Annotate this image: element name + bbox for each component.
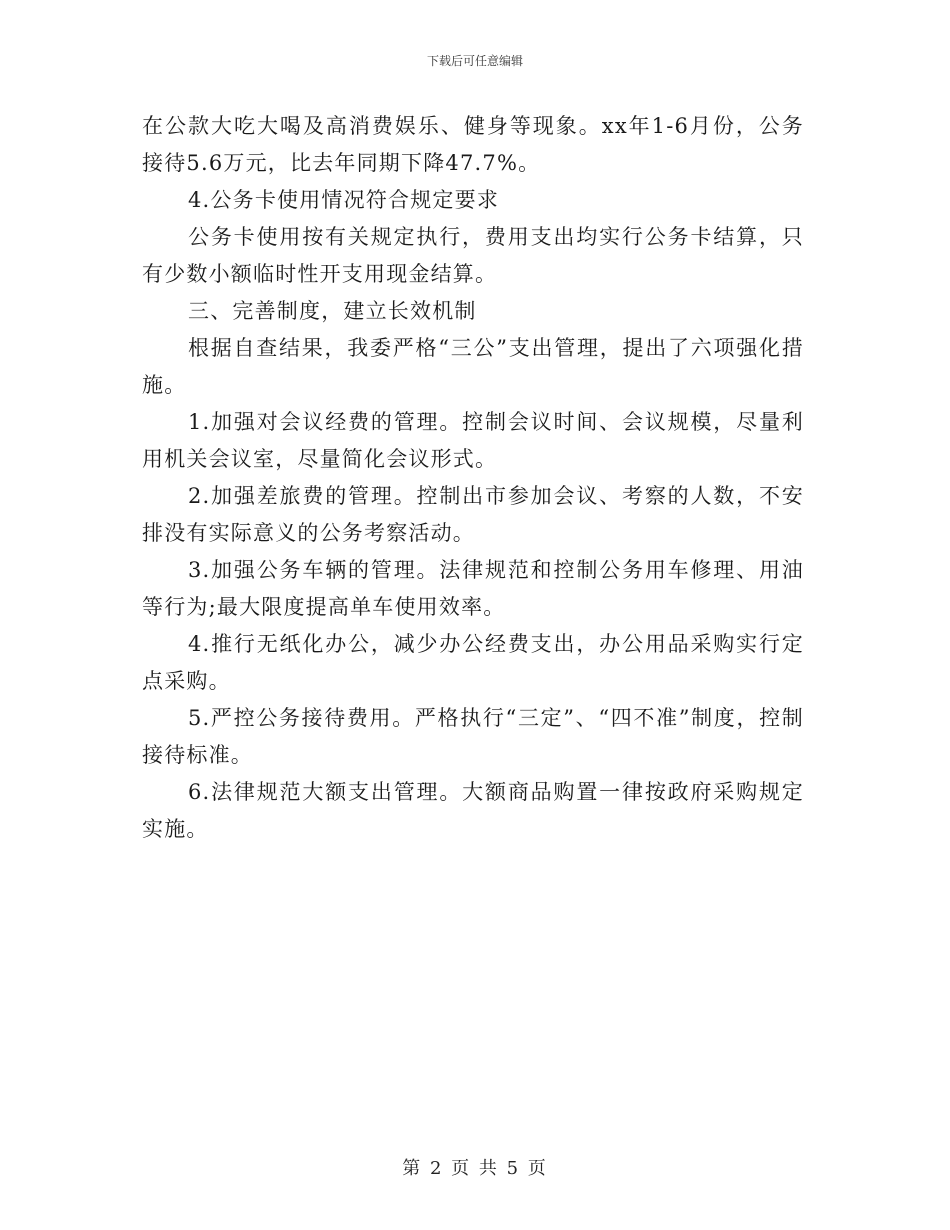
list-item: 5.严控公务接待费用。严格执行“三定”、“四不准”制度，控制接待标准。 (142, 706, 804, 767)
page-number-footer: 第 2 页 共 5 页 (402, 1158, 548, 1179)
list-item: 2.加强差旅费的管理。控制出市参加会议、考察的人数，不安排没有实际意义的公务考察活动。 (142, 484, 804, 545)
paragraph-text: 公务卡使用按有关规定执行，费用支出均实行公务卡结算，只有少数小额临时性开支用现金结算。 (142, 225, 804, 286)
page-header-note: 下载后可任意编辑 (426, 54, 523, 68)
list-item: 3.加强公务车辆的管理。法律规范和控制公务用车修理、用油等行为;最大限度提高单车使用效率。 (142, 558, 804, 619)
paragraph-text: 在公款大吃大喝及高消费娱乐、健身等现象。xx年1-6月份，公务接待5.6万元，比去年同期下降47.7%。 (142, 114, 804, 175)
paragraph-text: 根据自查结果，我委严格“三公”支出管理，提出了六项强化措施。 (142, 336, 804, 397)
section-heading: 三、完善制度，建立长效机制 (188, 299, 477, 323)
list-item: 1.加强对会议经费的管理。控制会议时间、会议规模，尽量利用机关会议室，尽量简化会议形式。 (142, 410, 804, 471)
document-body (142, 108, 804, 848)
section-subheading: 4.公务卡使用情况符合规定要求 (188, 188, 500, 212)
list-item: 4.推行无纸化办公，减少办公经费支出，办公用品采购实行定点采购。 (142, 632, 804, 693)
list-item: 6.法律规范大额支出管理。大额商品购置一律按政府采购规定实施。 (142, 780, 804, 841)
